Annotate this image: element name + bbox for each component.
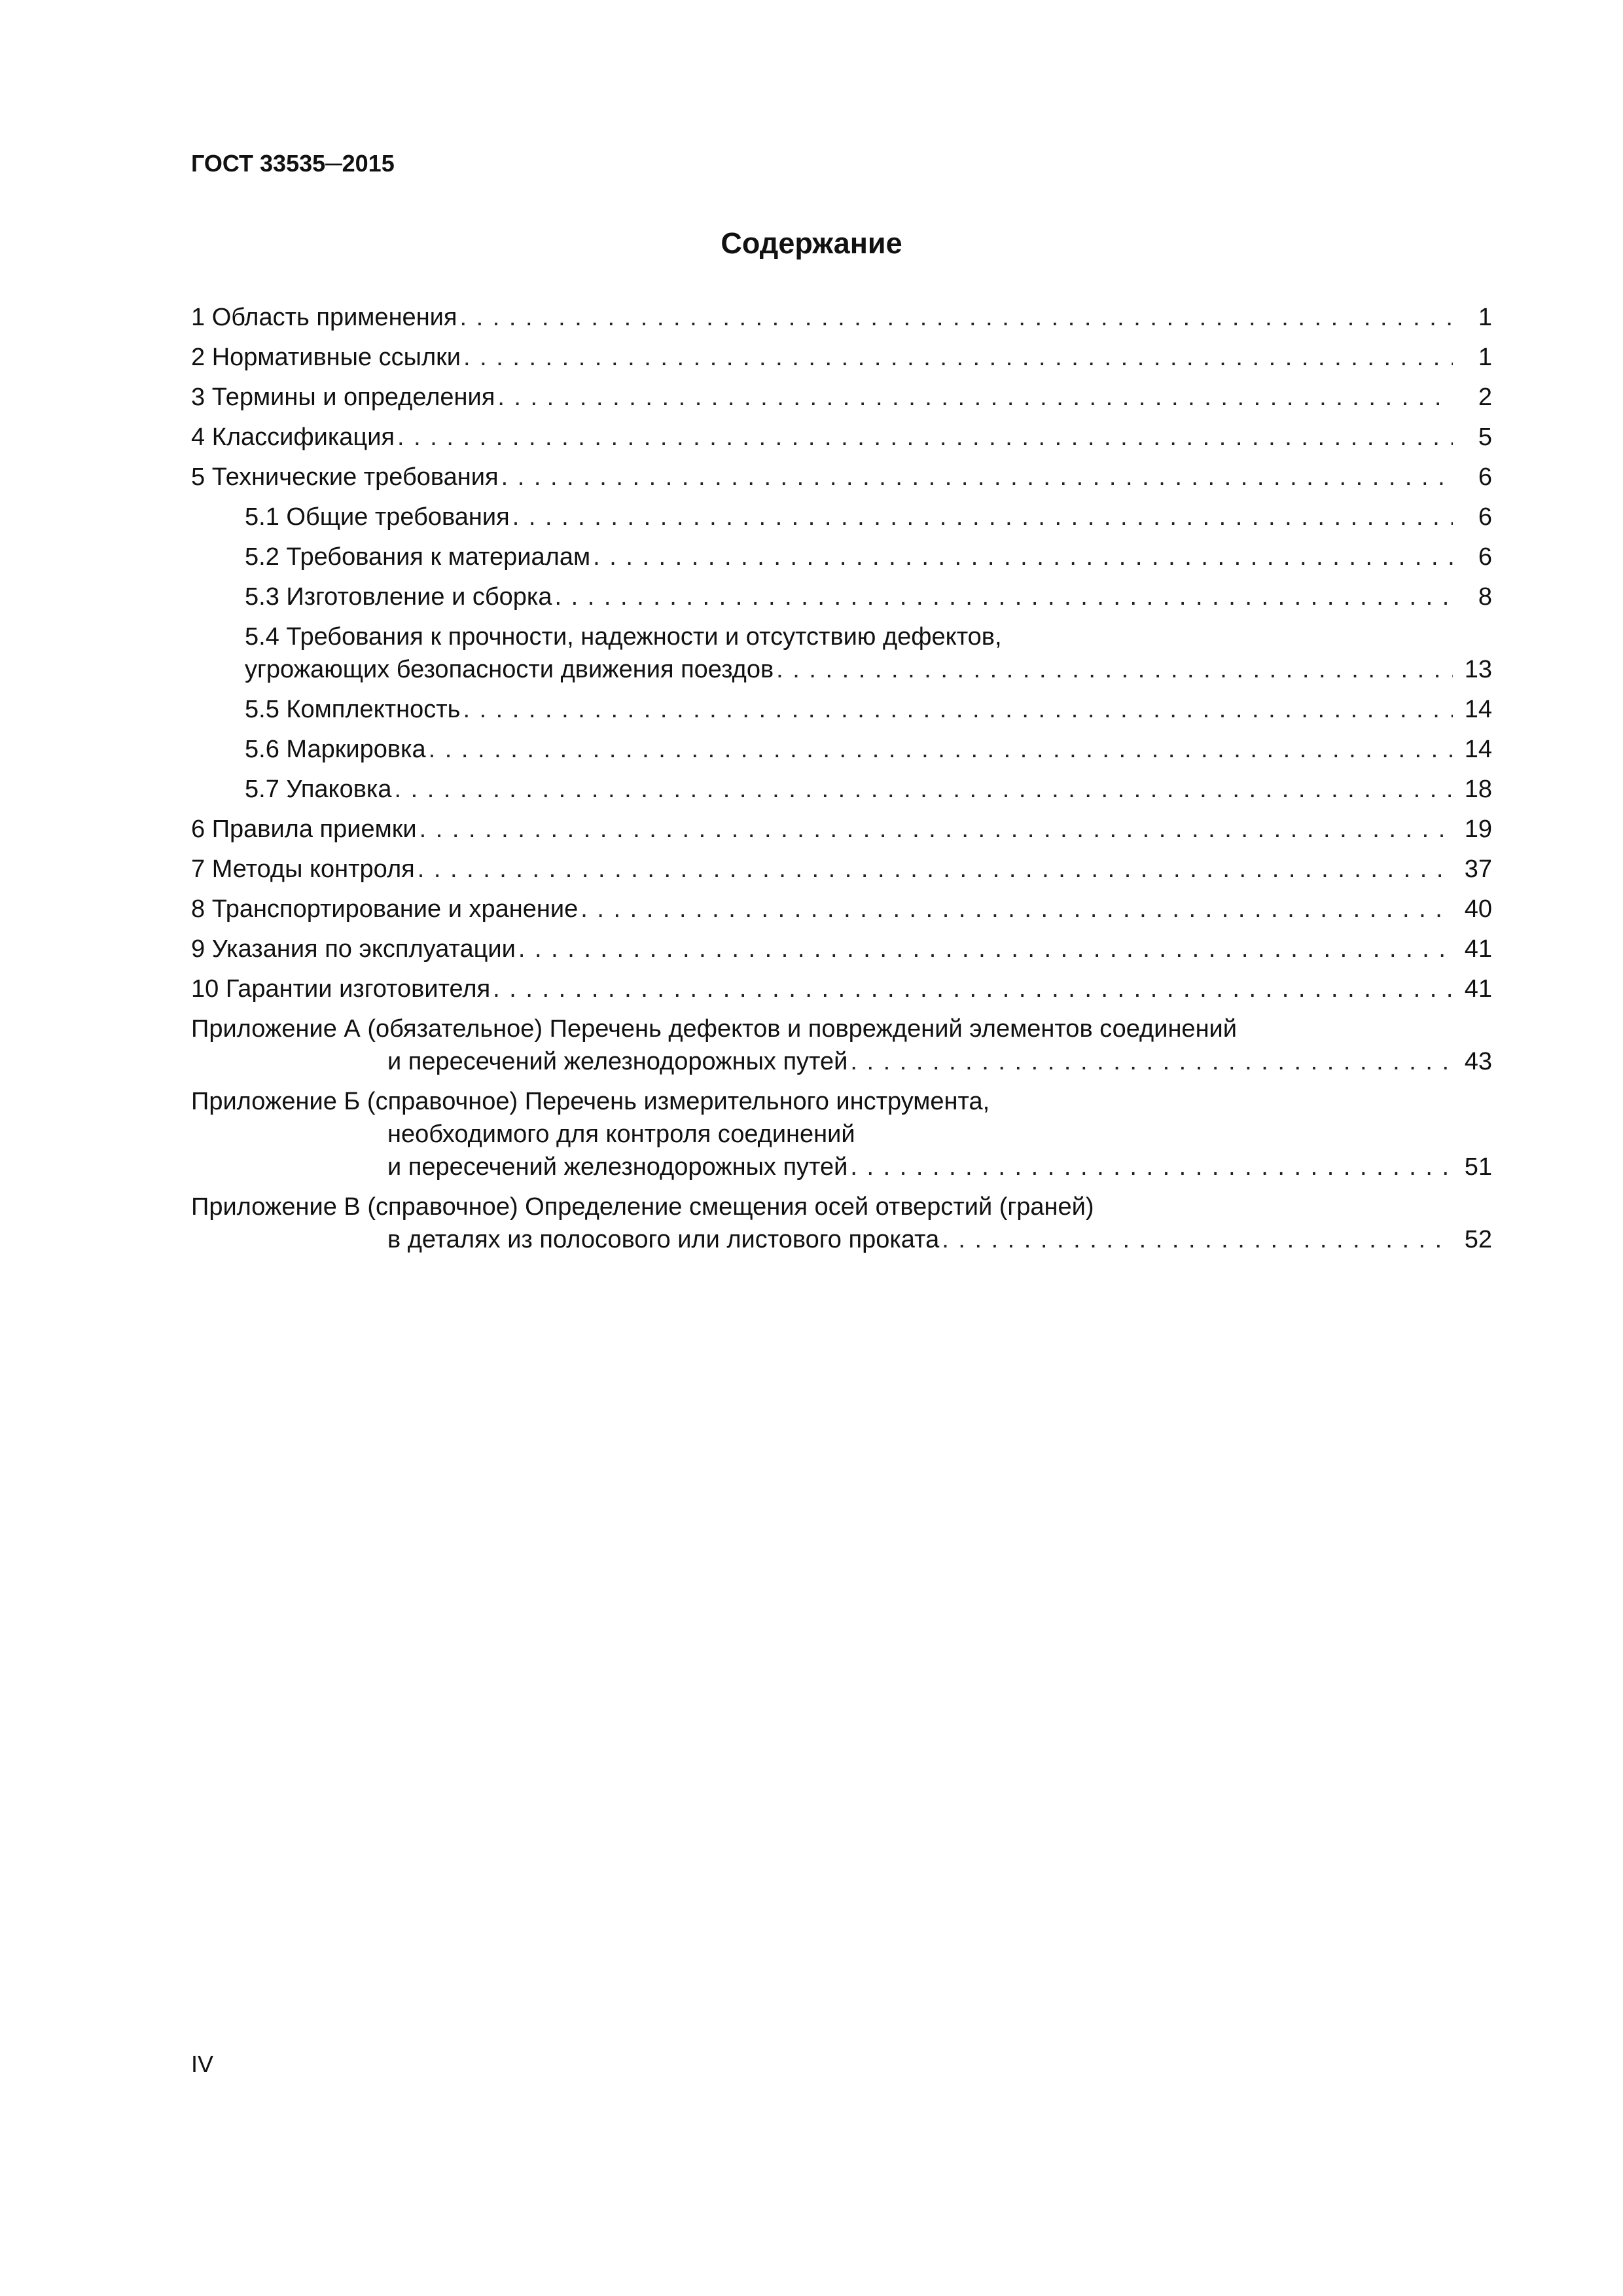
toc-leader-line [245, 733, 1492, 766]
toc-leader-line [191, 973, 1492, 1005]
toc-leader-line [191, 933, 1492, 965]
dot-leader [415, 853, 1453, 886]
dot-leader [499, 461, 1453, 493]
toc-leader-line [245, 501, 1492, 533]
toc-leader-line [191, 341, 1492, 374]
toc-entry-label: 6 Правила приемки [191, 816, 417, 843]
toc-entry-label: необходимого для контроля соединений [387, 1121, 855, 1148]
toc-leader-line [191, 893, 1492, 925]
toc-page-number: 41 [1464, 935, 1492, 963]
toc-leader-line [245, 581, 1492, 613]
toc-entry-label: 5.2 Требования к материалам [245, 543, 591, 571]
dot-leader [939, 1223, 1453, 1256]
toc-title: Содержание [721, 226, 902, 260]
toc-page-number: 13 [1464, 656, 1492, 683]
dot-leader [426, 733, 1453, 766]
toc-page-number: 6 [1478, 503, 1492, 531]
dot-leader [495, 381, 1453, 414]
toc-leader-line [191, 301, 1492, 334]
toc-page-number: 18 [1464, 776, 1492, 803]
toc-entry-label: 2 Нормативные ссылки [191, 344, 461, 371]
toc-page-number: 14 [1464, 736, 1492, 763]
toc-page-number: 43 [1464, 1048, 1492, 1075]
toc-entry-label: 4 Классификация [191, 423, 395, 451]
dot-leader [552, 581, 1454, 613]
toc-page-number: 52 [1464, 1226, 1492, 1253]
toc-entry-label: 5.3 Изготовление и сборка [245, 583, 552, 611]
toc-page-number: 8 [1478, 583, 1492, 611]
toc-page-number: 41 [1464, 975, 1492, 1003]
toc-entry-label: Приложение В (справочное) Определение смещения осей отверстий (граней) [191, 1193, 1094, 1221]
dot-leader [774, 653, 1453, 686]
toc-leader-line [191, 421, 1492, 454]
toc-page-number: 51 [1464, 1153, 1492, 1181]
toc-page-number: 6 [1478, 463, 1492, 491]
toc-leader-line [191, 461, 1492, 493]
toc-leader-line [191, 813, 1492, 846]
toc-entry-label: 3 Термины и определения [191, 384, 495, 411]
document-code: ГОСТ 33535─2015 [191, 150, 395, 177]
dot-leader [457, 301, 1453, 334]
page-number: IV [191, 2051, 214, 2077]
toc-entry-label: 5 Технические требования [191, 463, 499, 491]
toc-entry-label: 9 Указания по эксплуатации [191, 935, 516, 963]
toc-page-number: 14 [1464, 696, 1492, 723]
toc-entry-label: 5.7 Упаковка [245, 776, 392, 803]
toc-page-number: 5 [1478, 423, 1492, 451]
toc-entry-label: 5.4 Требования к прочности, надежности и отсутствию дефектов, [245, 623, 1002, 651]
toc-page-number: 37 [1464, 855, 1492, 883]
dot-leader [460, 693, 1453, 726]
toc-entry-label: угрожающих безопасности движения поездов [245, 656, 774, 683]
toc-entry-label: 5.5 Комплектность [245, 696, 461, 723]
toc-entry-label: 7 Методы контроля [191, 855, 415, 883]
toc-page-number: 19 [1464, 816, 1492, 843]
toc-entry-label: 5.6 Маркировка [245, 736, 426, 763]
toc-leader-line [191, 381, 1492, 414]
toc-leader-line [387, 1045, 1492, 1078]
dot-leader [395, 421, 1453, 454]
dot-leader [847, 1151, 1453, 1183]
dot-leader [578, 893, 1453, 925]
dot-leader [392, 773, 1454, 806]
toc-page-number: 6 [1478, 543, 1492, 571]
toc-entry-label: Приложение Б (справочное) Перечень измерительного инструмента, [191, 1088, 990, 1115]
toc-page-number: 1 [1478, 344, 1492, 371]
toc-leader-line [387, 1223, 1492, 1256]
toc-entry-label: в деталях из полосового или листового проката [387, 1226, 940, 1253]
toc-leader-line [191, 853, 1492, 886]
toc-leader-line [245, 693, 1492, 726]
toc-entry-label: 10 Гарантии изготовителя [191, 975, 491, 1003]
toc-entry-label: Приложение А (обязательное) Перечень дефектов и повреждений элементов соединений [191, 1015, 1238, 1043]
dot-leader [516, 933, 1453, 965]
toc-entry-label: 8 Транспортирование и хранение [191, 895, 579, 923]
dot-leader [461, 341, 1453, 374]
toc-leader-line [245, 541, 1492, 573]
toc-leader-line [245, 653, 1492, 686]
toc-entry-label: и пересечений железнодорожных путей [387, 1153, 848, 1181]
toc-leader-line [245, 773, 1492, 806]
toc-page-number: 40 [1464, 895, 1492, 923]
toc-entry-label: и пересечений железнодорожных путей [387, 1048, 848, 1075]
toc-page-number: 2 [1478, 384, 1492, 411]
dot-leader [417, 813, 1453, 846]
toc-entry-label: 5.1 Общие требования [245, 503, 510, 531]
toc-page-number: 1 [1478, 304, 1492, 331]
toc-leader-line [387, 1151, 1492, 1183]
dot-leader [510, 501, 1453, 533]
toc-entry-label: 1 Область применения [191, 304, 457, 331]
dot-leader [590, 541, 1453, 573]
dot-leader [847, 1045, 1453, 1078]
dot-leader [490, 973, 1453, 1005]
